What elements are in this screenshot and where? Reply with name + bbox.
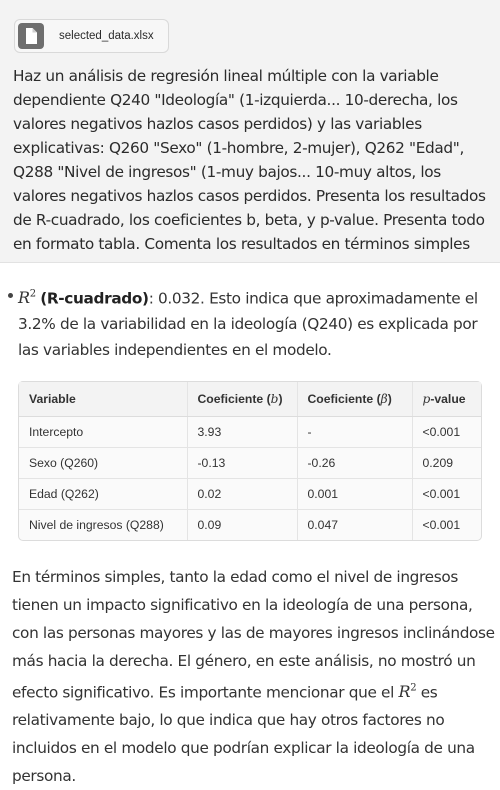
cell-variable: Sexo (Q260) [19,447,187,478]
cell-b: 3.93 [187,416,297,447]
table-row [19,478,481,509]
regression-results-table [18,381,482,541]
cell-variable: Edad (Q262) [19,478,187,509]
user-message-area [0,0,500,262]
cell-beta: 0.001 [297,478,412,509]
table-row [19,509,481,540]
table-row [19,416,481,447]
attachment-chip[interactable] [14,19,169,53]
cell-beta: -0.26 [297,447,412,478]
header-coef-b: Coeficiente (b) [187,382,297,416]
cell-variable: Nivel de ingresos (Q288) [29,517,164,532]
cell-b: -0.13 [187,447,297,478]
table-row [19,447,481,478]
header-variable: Variable [19,382,187,416]
cell-variable: Intercepto [19,416,187,447]
header-p-value: p-value [412,382,481,416]
r-squared-symbol-inline: $R^2$ [398,682,417,702]
bullet-point [8,293,13,298]
cell-p: <0.001 [412,478,481,509]
cell-b: 0.09 [187,509,297,540]
cell-p: 0.209 [412,447,481,478]
attachment-filename: selected_data.xlsx [59,30,154,42]
table-header-row [19,382,481,416]
cell-p: <0.001 [412,509,481,540]
r-squared-symbol: $R^2$ [18,288,36,308]
cell-p: <0.001 [412,416,481,447]
r-squared-paragraph [18,282,494,363]
r-squared-value-text: : 0.032. Esto indica que aproximadamente el 3.2% de la variabilidad en la ideología (Q240) es explicada por las variables independientes en el modelo. [18,289,478,360]
message-divider [0,262,500,263]
document-icon [18,23,44,49]
cell-b: 0.02 [187,478,297,509]
cell-beta: - [297,416,412,447]
header-coef-beta: Coeficiente (β) [297,382,412,416]
cell-beta: 0.047 [297,509,412,540]
conclusion-paragraph: En términos simples, tanto la edad como el nivel de ingresos tienen un impacto significativo en la ideología de una persona, con las personas mayores y las de mayores ingresos inclinándose más hacia la derecha. El género, en este análisis, no mostró un efecto significativo. Es importante mencionar que el $R^2$ es relativamente bajo, lo que indica que hay otros factores no incluidos en el modelo que podrían explicar la ideología de una persona. [12,568,495,786]
r-squared-label: (R-cuadrado) [40,289,149,308]
user-prompt-text: Haz un análisis de regresión lineal múltiple con la variable dependiente Q240 "Ideología" (1-izquierda... 10-derecha, los valores negativos hazlos casos perdidos) y las variables explicativas: Q260 "Sexo" (1-hombre, 2-mujer), Q262 "Edad", Q288 "Nivel de ingresos" (1-muy bajos... 10-muy altos, los valores negativos hazlos casos perdidos. Presenta los resultados de R-cuadrado, los coeficientes b, beta, y p-value. Presenta todo en formato tabla. Comenta los resultados en términos simples [13,67,486,253]
